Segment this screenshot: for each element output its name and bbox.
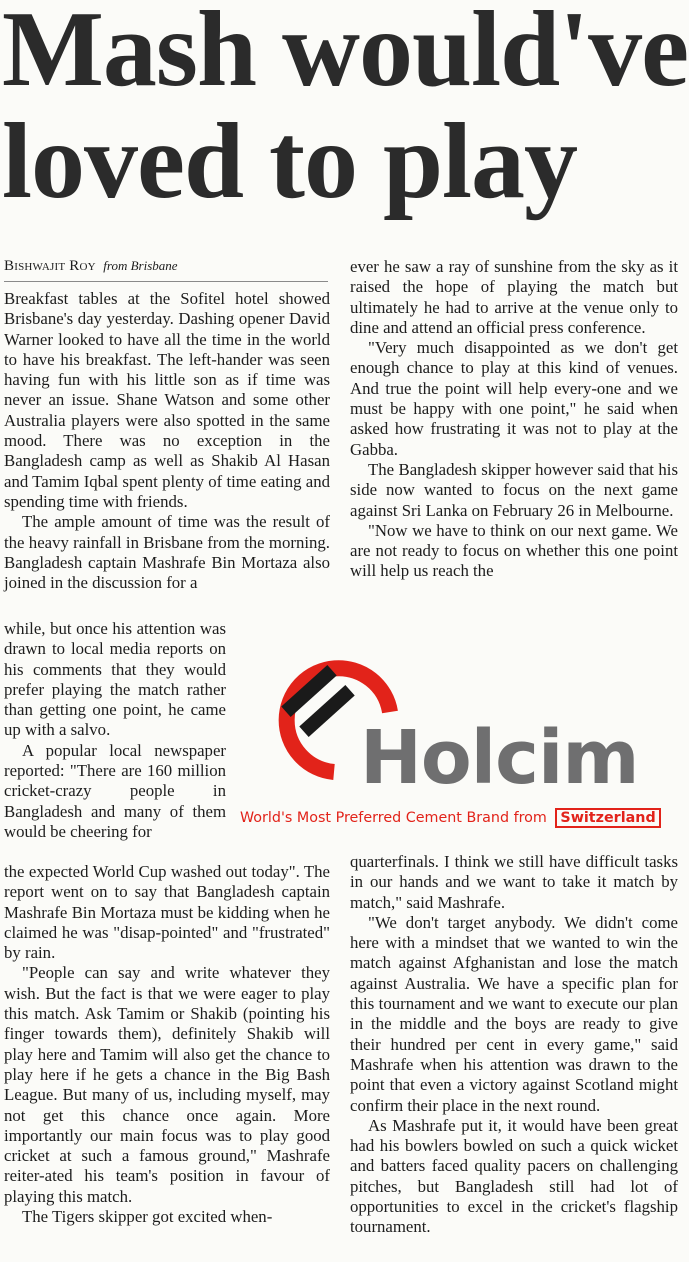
ad-tagline-text: World's Most Preferred Cement Brand from [240,810,547,826]
article-paragraph: The ample amount of time was the result of the heavy rainfall in Brisbane from the morning. Bangladesh captain Mashrafe Bin Mortaza also joined in the discussion for a [4,512,330,593]
byline-location: from Brisbane [103,258,178,273]
article-paragraph: ever he saw a ray of sunshine from the sky as it raised the hope of playing the match but ultimately he had to arrive at the venue only to dine and attend an official press conference. [350,257,678,337]
article-paragraph: while, but once his attention was drawn to local media reports on his comments that they would prefer playing the match rather than getting one point, he came up with a salvo. [4,619,226,740]
headline-line-1: Mash would've [2,0,689,109]
ad-country-badge: Switzerland [555,808,660,828]
article-paragraph: "Very much disappointed as we don't get enough chance to play at this kind of venues. And true the point will help every-one and we must be happy with one point," he said when asked how frustrating it was not to play at the Gabba. [350,338,678,459]
article-paragraph: As Mashrafe put it, it would have been great had his bowlers bowled on such a quick wicket and batters faced quality pacers on challenging pitches, but Bangladesh still had lot of opportunities to excel in the cricket's flagship tournament. [350,1115,678,1237]
article-paragraph: "Now we have to think on our next game. We are not ready to focus on whether this one point will help us reach the [350,520,678,581]
left-column-narrow [4,619,226,842]
headline [2,0,689,221]
right-column-top [350,257,678,582]
left-column-bottom [4,862,330,1227]
article-paragraph: A popular local newspaper reported: "There are 160 million cricket-crazy people in Bangladesh and many of them would be cheering for [4,740,226,841]
holcim-brand: Holcim [360,715,639,801]
ad-tagline [240,810,661,826]
article-paragraph: quarterfinals. I think we still have difficult tasks in our hands and we want to take it match by match," said Mashrafe. [350,852,678,912]
article-paragraph: The Tigers skipper got excited when- [22,1207,273,1227]
article-paragraph: "We don't target anybody. We didn't come here with a mindset that we wanted to win the match against Afghanistan and lose the match against Australia. We have a specific plan for this tournament and we want to execute our plan in the middle and the boys are ready to give their hundred per cent in every game," said Mashrafe when his attention was drawn to the point that even a victory against Scotland might confirm their place in the next round. [350,912,678,1115]
article-paragraph: "People can say and write whatever they wish. But the fact is that we were eager to play this match. Ask Tamim or Shakib (pointing his finger towards them), definitely Shakib will play here and Tamim will also get the chance to play here if he gets a chance in the Big Bash League. But many of us, including myself, may not get this chance once again. More importantly our main focus was to play good cricket at such a famous ground," Mashrafe reiter-ated his team's position in favour of playing this match. [4,963,330,1206]
headline-line-2: loved to play [2,102,578,221]
right-column-bottom [350,852,678,1238]
byline-author: Bishwajit Roy [4,258,96,274]
byline [4,258,328,282]
article-paragraph: the expected World Cup washed out today". The report went on to say that Bangladesh captain Mashrafe Bin Mortaza must be kidding when he claimed he was "disap-pointed" and "frustrated" by rain. [4,862,330,963]
holcim-advertisement[interactable] [232,640,682,845]
article-paragraph: The Bangladesh skipper however said that his side now wanted to focus on the next game against Sri Lanka on February 26 in Melbourne. [350,459,678,520]
left-column-top [4,289,330,593]
article-paragraph: Breakfast tables at the Sofitel hotel showed Brisbane's day yesterday. Dashing opener David Warner looked to have all the time in the world to have his breakfast. The left-hander was seen having fun with his little son as if time was never an issue. Shane Watson and some other Australia players were also spotted in the same mood. There was no exception in the Bangladesh camp as well as Shakib Al Hasan and Tamim Iqbal spent plenty of time eating and spending time with friends. [4,289,330,511]
